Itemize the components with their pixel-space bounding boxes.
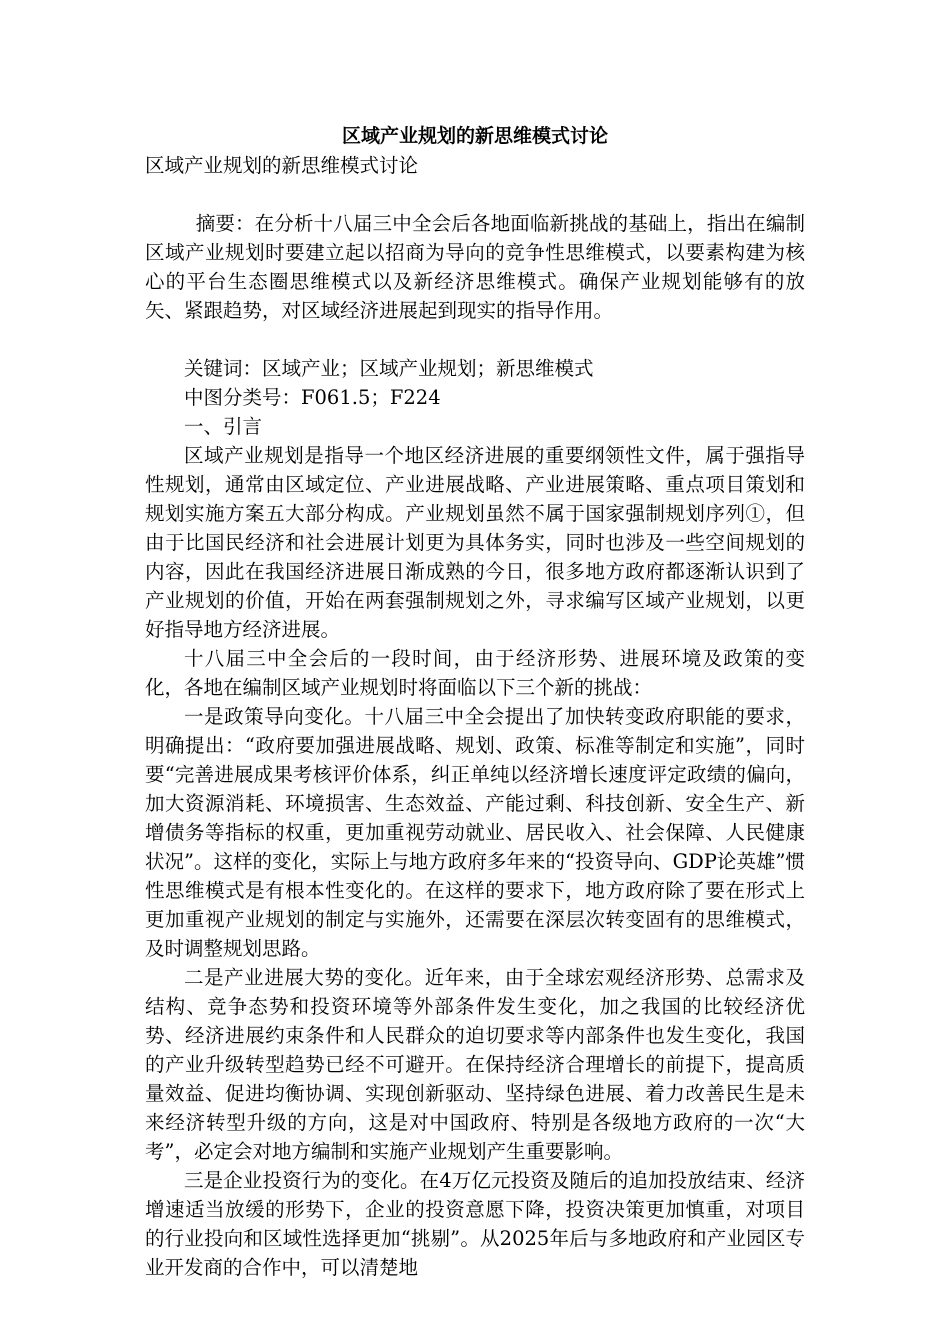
document-title: 区域产业规划的新思维模式讨论 [341,125,608,147]
keywords-line: 关键词：区域产业；区域产业规划；新思维模式 [184,357,594,380]
body-paragraph: 一是政策导向变化。十八届三中全会提出了加快转变政府职能的要求，明确提出：“政府要加强进展战略、规划、政策、标准等制定和实施”，同时要“完善进展成果考核评价体系，纠正单纯以经济增长速度评定政绩的偏向，加大资源消耗、环境损害、生态效益、产能过剩、科技创新、安全生产、新增债务等指标的权重，更加重视劳动就业、居民收入、社会保障、人民健康状况”。这样的变化，实际上与地方政府多年来的“投资导向、GDP论英雄”惯性思维模式是有根本性变化的。在这样的要求下，地方政府除了要在形式上更加重视产业规划的制定与实施外，还需要在深层次转变固有的思维模式，及时调整规划思路。 [145,705,805,960]
body-paragraph: 区域产业规划是指导一个地区经济进展的重要纲领性文件，属于强指导性规划，通常由区域定位、产业进展战略、产业进展策略、重点项目策划和规划实施方案五大部分构成。产业规划虽然不属于国家强制规划序列①，但由于比国民经济和社会进展计划更为具体务实，同时也涉及一些空间规划的内容，因此在我国经济进展日渐成熟的今日，很多地方政府都逐渐认识到了产业规划的价值，开始在两套强制规划之外，寻求编写区域产业规划，以更好指导地方经济进展。 [145,444,805,641]
body-paragraph: 二是产业进展大势的变化。近年来，由于全球宏观经济形势、总需求及结构、竞争态势和投资环境等外部条件发生变化，加之我国的比较经济优势、经济进展约束条件和人民群众的迫切要求等内部条件也发生变化，我国的产业升级转型趋势已经不可避开。在保持经济合理增长的前提下，提高质量效益、促进均衡协调、实现创新驱动、坚持绿色进展、着力改善民生是未来经济转型升级的方向，这是对中国政府、特别是各级地方政府的一次“大考”，必定会对地方编制和实施产业规划产生重要影响。 [145,966,805,1163]
body-paragraph: 十八届三中全会后的一段时间，由于经济形势、进展环境及政策的变化，各地在编制区域产业规划时将面临以下三个新的挑战： [145,647,805,699]
section-heading: 一、引言 [184,415,263,438]
classification-line: 中图分类号：F061.5；F224 [184,386,441,409]
body-paragraph: 三是企业投资行为的变化。在4万亿元投资及随后的追加投放结束、经济增速适当放缓的形势下，企业的投资意愿下降，投资决策更加慎重，对项目的行业投向和区域性选择更加“挑剔”。从2025年后与多地政府和产业园区专业开发商的合作中，可以清楚地 [145,1169,805,1279]
document-subtitle: 区域产业规划的新思维模式讨论 [145,154,419,177]
abstract-paragraph: 摘要：在分析十八届三中全会后各地面临新挑战的基础上，指出在编制区域产业规划时要建立起以招商为导向的竞争性思维模式，以要素构建为核心的平台生态圈思维模式以及新经济思维模式。确保产业规划能够有的放矢、紧跟趋势，对区域经济进展起到现实的指导作用。 [145,212,805,322]
document-body [145,122,805,1282]
spacer [145,180,805,209]
spacer [145,325,805,354]
